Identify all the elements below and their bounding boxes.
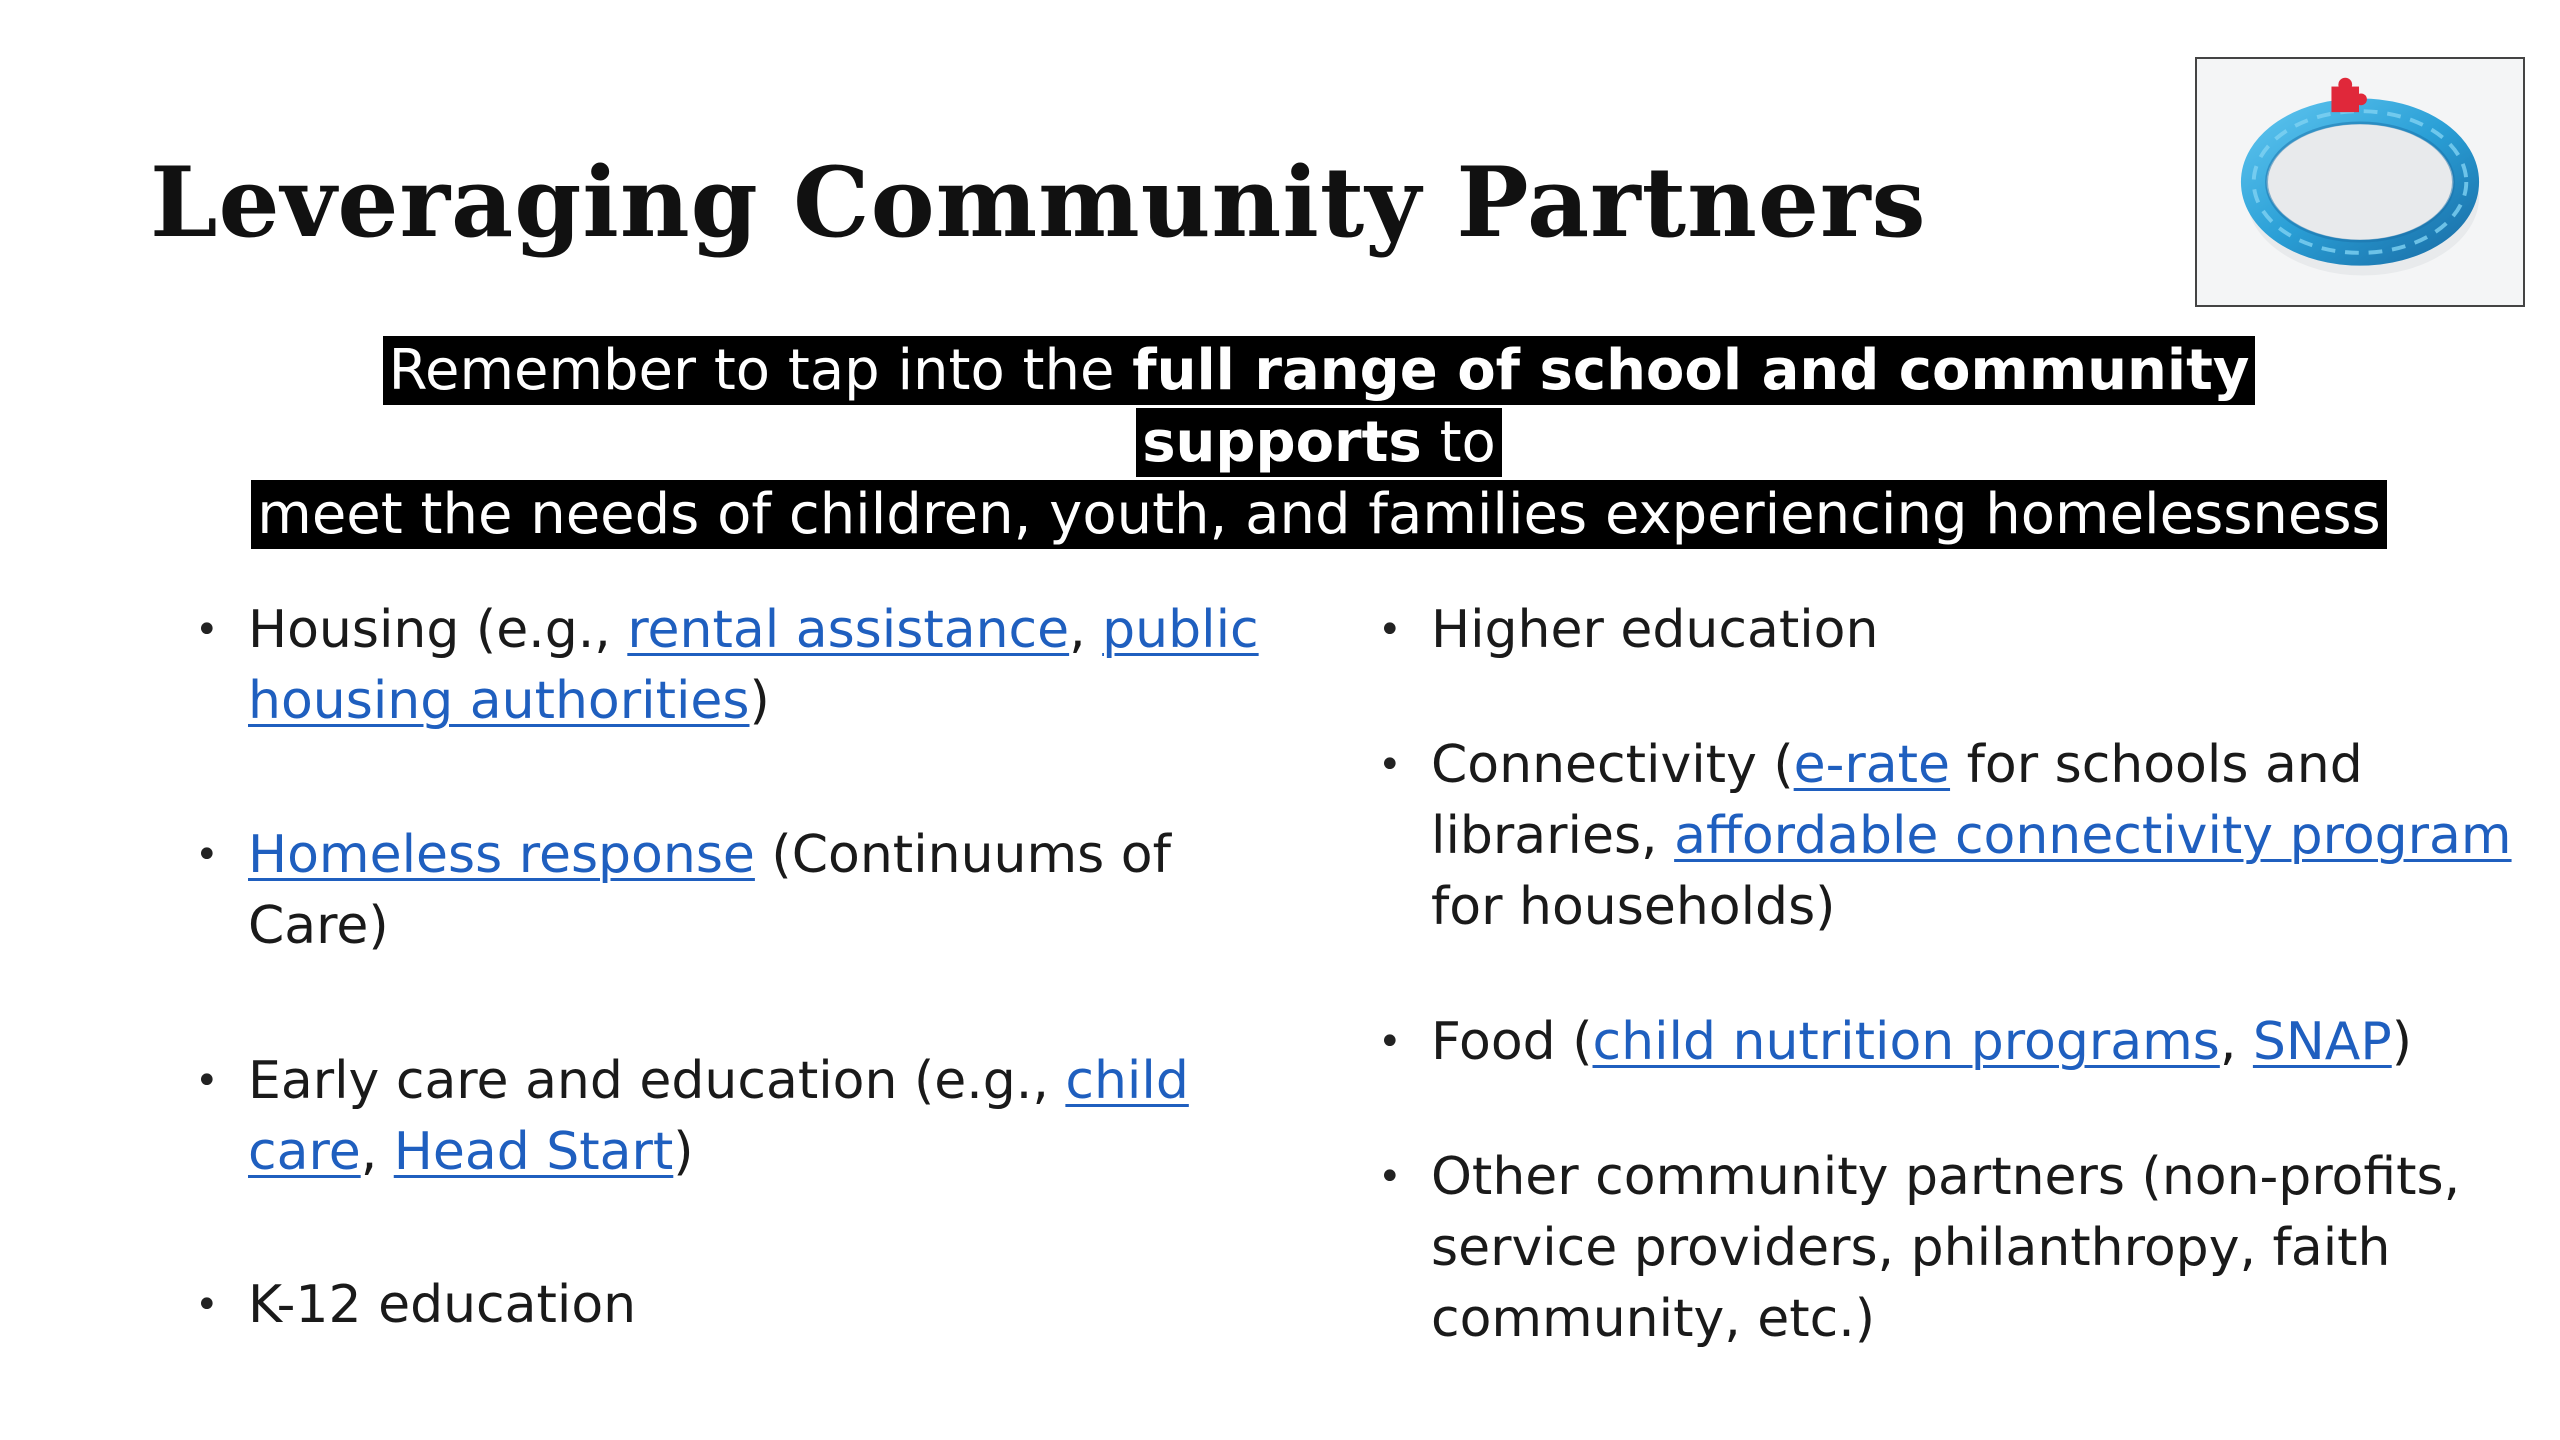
list-item-connectivity [1378,730,2528,943]
connect-mid: for schools and libraries, [1431,735,2363,866]
child-nutrition-programs-link[interactable]: child nutrition programs [1592,1012,2220,1072]
public-housing-authorities-link[interactable]: public housing authorities [248,600,1259,731]
rental-assistance-link[interactable]: rental assistance [627,600,1070,660]
banner-highlight [251,336,2386,549]
affordable-connectivity-program-link[interactable]: affordable connectivity program [1674,806,2512,866]
left-bullet-list [195,595,1265,1424]
housing-sep: , [1069,600,1103,660]
right-bullet-list [1378,595,2528,1355]
list-item-higher-education [1378,595,2528,666]
list-item-early-care [195,1046,1265,1188]
early-pre: Early care and education (e.g., [248,1051,1066,1111]
homeless-post: (Continuums of Care) [248,825,1171,956]
higher-text: Higher education [1431,600,1879,660]
early-sep: , [360,1122,394,1182]
connect-post: for households) [1431,877,1836,937]
banner-line1-post: to [1421,410,1496,475]
food-pre: Food ( [1431,1012,1593,1072]
child-care-link[interactable]: child care [248,1051,1189,1182]
e-rate-link[interactable]: e-rate [1793,735,1951,795]
banner-line1-pre: Remember to tap into the [388,338,1133,403]
puzzle-ring-icon [2197,59,2523,305]
food-post: ) [2391,1012,2413,1072]
list-item-homeless-response [195,820,1265,962]
housing-post: ) [749,671,770,731]
head-start-link[interactable]: Head Start [393,1122,674,1182]
other-text: Other community partners (non-profits, service providers, philanthropy, faith community, etc.) [1431,1147,2461,1349]
list-item-food [1378,1007,2528,1078]
homeless-response-link[interactable]: Homeless response [248,825,755,885]
snap-link[interactable]: SNAP [2252,1012,2392,1072]
banner-line2: meet the needs of children, youth, and families experiencing homelessness [257,482,2381,547]
housing-pre: Housing (e.g., [248,600,628,660]
banner-callout [244,335,2394,551]
puzzle-ring-image [2195,57,2525,307]
k12-text: K-12 education [248,1275,637,1335]
early-post: ) [673,1122,694,1182]
food-sep: , [2219,1012,2253,1072]
list-item-other-partners [1378,1142,2528,1355]
connect-pre: Connectivity ( [1431,735,1794,795]
banner-line1-bold: full range of school and community supports [1132,338,2250,475]
list-item-housing [195,595,1265,737]
list-item-k12 [195,1270,1265,1341]
slide-title: Leveraging Community Partners [150,146,1927,259]
